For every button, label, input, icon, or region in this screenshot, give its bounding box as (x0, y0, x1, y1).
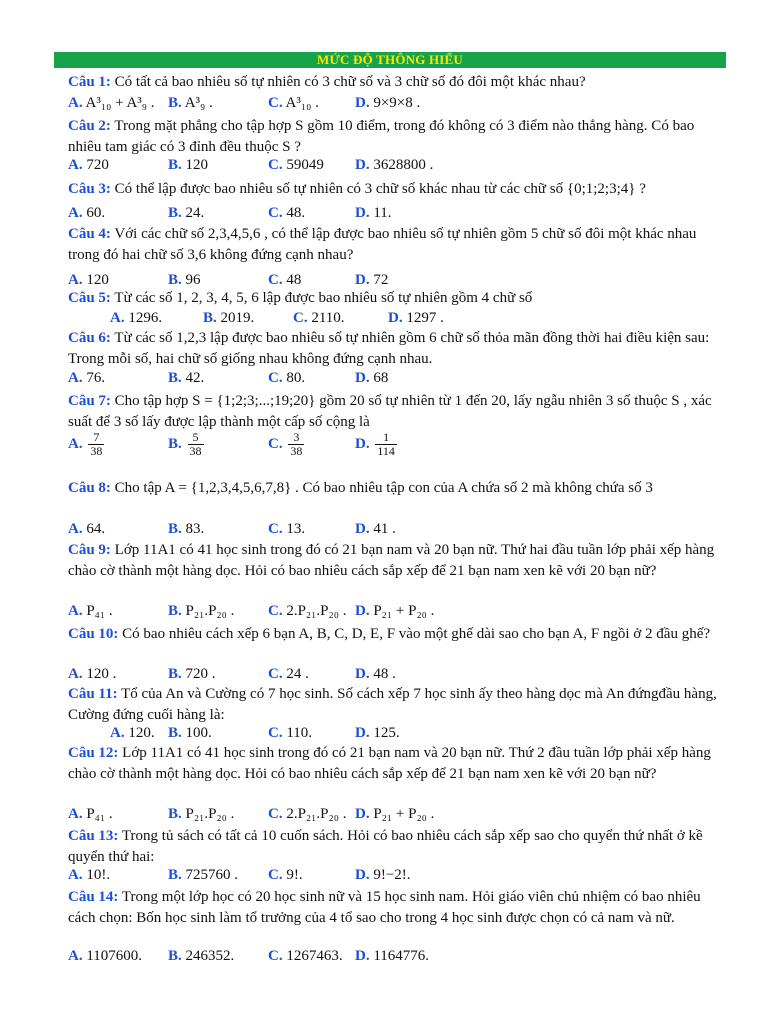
option-letter: C. (268, 725, 283, 741)
option-value: P₂₁.P₂₀ . (185, 603, 235, 619)
option-b[interactable] (168, 519, 204, 540)
option-a[interactable] (68, 426, 106, 462)
option-value: 68 (373, 370, 389, 386)
option-letter: D. (355, 725, 370, 741)
option-value: 48 (286, 272, 302, 288)
option-value: A³₁₀ + A³₉ . (85, 95, 155, 111)
question-text: Trong mặt phẳng cho tập hợp S gồm 10 điểm, trong đó không có 3 điểm nào thẳng hàng. Có bao nhiêu tam giác có 3 đỉnh đều thuộc S ? (68, 118, 695, 155)
answer-options (68, 865, 728, 886)
option-a[interactable] (68, 664, 116, 685)
option-value: 83. (185, 521, 205, 537)
option-value: 120. (128, 725, 155, 741)
option-value: 125. (373, 725, 400, 741)
option-letter: C. (268, 948, 283, 964)
question-label: Câu 8: (68, 480, 111, 496)
option-d[interactable] (355, 664, 396, 685)
option-letter: B. (203, 310, 217, 326)
answer-options (68, 203, 728, 224)
option-d[interactable] (355, 426, 399, 462)
option-value: P₂₁.P₂₀ . (185, 806, 235, 822)
option-value: 9!. (286, 867, 303, 883)
option-value: 3628800 . (373, 157, 434, 173)
option-fraction (188, 431, 204, 458)
option-value: 120 . (86, 666, 117, 682)
question-label: Câu 9: (68, 542, 111, 558)
option-c[interactable] (268, 664, 309, 685)
option-value: P₂₁ + P₂₀ . (373, 806, 435, 822)
option-value: 48. (286, 205, 306, 221)
option-value: 9×9×8 . (373, 95, 421, 111)
option-value: 13. (286, 521, 306, 537)
option-value: 246352. (185, 948, 235, 964)
option-value: 72 (373, 272, 389, 288)
question-text: Lớp 11A1 có 41 học sinh trong đó có 21 bạn nam và 20 bạn nữ. Thứ hai đầu tuần lớp phải xếp hàng chào cờ thành một hàng dọc. Hỏi có bao nhiêu cách sắp xếp để 21 bạn nam xen kẽ với 20 bạn nữ? (68, 542, 715, 579)
option-c[interactable] (293, 308, 345, 329)
question-text: Trong một lớp học có 20 học sinh nữ và 15 học sinh nam. Hỏi giáo viên chủ nhiệm có bao nhiêu cách chọn: Bốn học sinh làm tổ trưởng của 4 tổ sao cho trong 4 học sinh được chọn có cả nam và nữ. (68, 889, 701, 926)
option-value: 59049 (286, 157, 324, 173)
option-value: P₄₁ . (86, 603, 113, 619)
option-c[interactable] (268, 93, 319, 114)
option-letter: B. (168, 725, 182, 741)
option-a[interactable] (110, 723, 155, 744)
option-letter: D. (355, 666, 370, 682)
option-value: 1164776. (373, 948, 430, 964)
option-value: 1297 . (406, 310, 444, 326)
option-value: P₄₁ . (86, 806, 113, 822)
answer-options (68, 155, 728, 176)
question-text: Cho tập A = {1,2,3,4,5,6,7,8} . Có bao nhiêu tập con của A chứa số 2 mà không chứa số 3 (114, 480, 653, 496)
option-b[interactable] (168, 946, 234, 967)
option-letter: A. (68, 272, 83, 288)
option-letter: B. (168, 157, 182, 173)
option-letter: D. (355, 521, 370, 537)
option-letter: A. (68, 205, 83, 221)
option-c[interactable] (268, 865, 303, 886)
option-letter: C. (268, 603, 283, 619)
option-value: 10!. (86, 867, 111, 883)
option-letter: B. (168, 205, 182, 221)
question-text: Trong tủ sách có tất cả 10 cuốn sách. Hỏi có bao nhiêu cách sắp xếp sao cho quyển thứ nhất ở kề quyển thứ hai: (68, 828, 703, 865)
question-text: Tổ của An và Cường có 7 học sinh. Số cách xếp 7 học sinh ấy theo hàng dọc mà An đứngđầu hàng, Cường đứng cuối hàng là: (68, 686, 717, 723)
question-10 (68, 624, 728, 645)
option-value: 110. (286, 725, 313, 741)
option-b[interactable] (168, 93, 213, 114)
option-a[interactable] (68, 519, 105, 540)
option-value: 1107600. (86, 948, 143, 964)
question-13 (68, 826, 728, 868)
option-letter: C. (268, 205, 283, 221)
option-letter: D. (355, 370, 370, 386)
option-value: 24. (185, 205, 205, 221)
question-6 (68, 328, 728, 370)
option-b[interactable] (168, 426, 206, 462)
option-value: A³₁₀ . (285, 95, 319, 111)
option-letter: D. (355, 867, 370, 883)
fraction-numerator: 1 (375, 431, 397, 445)
fraction-denominator: 114 (377, 444, 395, 459)
option-a[interactable] (68, 946, 142, 967)
option-d[interactable] (355, 946, 429, 967)
option-letter: D. (355, 272, 370, 288)
option-letter: D. (355, 603, 370, 619)
fraction-denominator: 38 (90, 444, 103, 459)
option-b[interactable] (168, 804, 234, 825)
option-d[interactable] (355, 368, 388, 389)
option-value: 2019. (220, 310, 255, 326)
question-1 (68, 72, 728, 93)
question-text: Từ các số 1, 2, 3, 4, 5, 6 lập được bao nhiêu số tự nhiên gồm 4 chữ số (114, 290, 533, 306)
option-letter: C. (268, 272, 283, 288)
option-value: P₂₁ + P₂₀ . (373, 603, 435, 619)
option-fraction (88, 431, 104, 458)
option-value: 11. (373, 205, 392, 221)
question-text: Cho tập hợp S = {1;2;3;...;19;20} gồm 20 số tự nhiên từ 1 đến 20, lấy ngẫu nhiên 3 số thuộc S , xác suất để 3 số lấy được lập thành một cấp số cộng là (68, 393, 712, 430)
option-a[interactable] (68, 865, 110, 886)
answer-options (68, 93, 728, 114)
option-d[interactable] (355, 723, 400, 744)
option-b[interactable] (168, 723, 212, 744)
option-letter: C. (268, 436, 283, 452)
option-c[interactable] (268, 723, 312, 744)
option-a[interactable] (68, 93, 155, 114)
question-text: Có tất cả bao nhiêu số tự nhiên có 3 chữ số và 3 chữ số đó đôi một khác nhau? (114, 74, 586, 90)
fraction-denominator: 38 (189, 444, 202, 459)
option-letter: C. (268, 521, 283, 537)
option-letter: D. (355, 436, 370, 452)
option-letter: C. (268, 370, 283, 386)
option-letter: A. (68, 867, 83, 883)
option-letter: C. (268, 157, 283, 173)
option-letter: A. (68, 370, 83, 386)
fraction-numerator: 3 (288, 431, 304, 445)
option-value: 2110. (311, 310, 345, 326)
option-value: 9!−2!. (373, 867, 411, 883)
option-fraction (375, 431, 397, 458)
question-label: Câu 10: (68, 626, 119, 642)
option-letter: B. (168, 272, 182, 288)
question-label: Câu 5: (68, 290, 111, 306)
option-value: 60. (86, 205, 106, 221)
question-label: Câu 13: (68, 828, 119, 844)
question-text: Lớp 11A1 có 41 học sinh trong đó có 21 bạn nam và 20 bạn nữ. Thứ 2 đầu tuần lớp phải xếp hàng chào cờ thành một hàng dọc. Hỏi có bao nhiêu cách sắp xếp để 21 bạn nam xen kẽ với 20 bạn nữ? (68, 745, 711, 782)
option-letter: A. (110, 310, 125, 326)
question-label: Câu 4: (68, 226, 111, 242)
option-letter: B. (168, 521, 182, 537)
option-letter: C. (268, 95, 283, 111)
option-value: 64. (86, 521, 106, 537)
option-a[interactable] (68, 804, 113, 825)
option-c[interactable] (268, 426, 306, 462)
option-value: 1296. (128, 310, 163, 326)
question-label: Câu 12: (68, 745, 119, 761)
question-label: Câu 2: (68, 118, 111, 134)
option-d[interactable] (355, 155, 433, 176)
option-d[interactable] (388, 308, 444, 329)
option-letter: A. (110, 725, 125, 741)
option-value: 725760 . (185, 867, 239, 883)
question-3 (68, 179, 728, 200)
option-b[interactable] (168, 664, 216, 685)
option-letter: A. (68, 603, 83, 619)
option-d[interactable] (355, 519, 396, 540)
question-8 (68, 478, 728, 499)
question-label: Câu 6: (68, 330, 111, 346)
option-letter: C. (293, 310, 308, 326)
option-value: 2.P₂₁.P₂₀ . (286, 806, 347, 822)
option-letter: A. (68, 95, 83, 111)
option-value: 720 . (185, 666, 216, 682)
option-value: 24 . (286, 666, 309, 682)
option-letter: B. (168, 806, 182, 822)
option-letter: B. (168, 666, 182, 682)
question-label: Câu 14: (68, 889, 119, 905)
option-a[interactable] (68, 368, 105, 389)
option-c[interactable] (268, 155, 324, 176)
question-label: Câu 11: (68, 686, 118, 702)
answer-options (68, 519, 728, 540)
option-c[interactable] (268, 601, 346, 622)
option-value: 120 (86, 272, 109, 288)
option-letter: A. (68, 157, 83, 173)
option-b[interactable] (168, 601, 234, 622)
option-a[interactable] (68, 203, 105, 224)
option-c[interactable] (268, 519, 305, 540)
option-value: 720 (86, 157, 109, 173)
option-letter: B. (168, 948, 182, 964)
question-14 (68, 887, 728, 929)
option-fraction (288, 431, 304, 458)
option-letter: A. (68, 806, 83, 822)
option-letter: B. (168, 603, 182, 619)
question-5 (68, 288, 728, 309)
question-label: Câu 1: (68, 74, 111, 90)
option-letter: D. (355, 948, 370, 964)
question-9 (68, 540, 728, 582)
question-text: Với các chữ số 2,3,4,5,6 , có thể lập được bao nhiêu số tự nhiên gồm 5 chữ số đôi một khác nhau trong đó hai chữ số 3,6 không đứng cạnh nhau? (68, 226, 697, 263)
option-d[interactable] (355, 601, 434, 622)
option-d[interactable] (355, 865, 411, 886)
option-c[interactable] (268, 804, 346, 825)
option-letter: B. (168, 436, 182, 452)
option-value: 41 . (373, 521, 396, 537)
option-b[interactable] (168, 155, 208, 176)
answer-options (68, 946, 728, 967)
option-letter: D. (355, 205, 370, 221)
option-letter: C. (268, 867, 283, 883)
option-letter: B. (168, 95, 182, 111)
answer-options (68, 723, 728, 744)
option-value: 120 (185, 157, 209, 173)
answer-options (68, 426, 728, 462)
option-a[interactable] (68, 601, 113, 622)
option-letter: D. (355, 157, 370, 173)
option-letter: C. (268, 806, 283, 822)
option-value: 1267463. (286, 948, 343, 964)
option-d[interactable] (355, 203, 392, 224)
option-value: A³₉ . (184, 95, 213, 111)
fraction-numerator: 7 (88, 431, 104, 445)
option-c[interactable] (268, 203, 305, 224)
option-b[interactable] (168, 865, 238, 886)
option-d[interactable] (355, 93, 420, 114)
option-letter: A. (68, 521, 83, 537)
option-b[interactable] (168, 368, 204, 389)
option-value: 80. (286, 370, 306, 386)
answer-options (68, 368, 728, 389)
section-banner: MỨC ĐỘ THÔNG HIỂU (54, 52, 726, 68)
option-letter: C. (268, 666, 283, 682)
option-letter: A. (68, 666, 83, 682)
option-value: 96 (185, 272, 201, 288)
option-d[interactable] (355, 804, 434, 825)
option-value: 100. (185, 725, 212, 741)
option-letter: D. (388, 310, 403, 326)
option-c[interactable] (268, 946, 343, 967)
question-label: Câu 7: (68, 393, 111, 409)
option-b[interactable] (168, 203, 204, 224)
question-12 (68, 743, 728, 785)
option-b[interactable] (203, 308, 254, 329)
option-value: 42. (185, 370, 205, 386)
option-letter: D. (355, 95, 370, 111)
option-letter: D. (355, 806, 370, 822)
fraction-denominator: 38 (290, 444, 303, 459)
option-letter: B. (168, 867, 182, 883)
question-text: Có thể lập được bao nhiêu số tự nhiên có 3 chữ số khác nhau từ các chữ số {0;1;2;3;4} ? (114, 181, 646, 197)
answer-options (68, 804, 728, 825)
option-value: 76. (86, 370, 106, 386)
option-c[interactable] (268, 368, 305, 389)
question-label: Câu 3: (68, 181, 111, 197)
answer-options (68, 664, 728, 685)
option-value: 48 . (373, 666, 396, 682)
option-a[interactable] (110, 308, 162, 329)
question-text: Từ các số 1,2,3 lập được bao nhiêu số tự nhiên gồm 6 chữ số thỏa mãn đồng thời hai điều kiện sau: Trong mỗi số, hai chữ số giống nhau không đứng cạnh nhau. (68, 330, 710, 367)
answer-options (68, 308, 728, 329)
option-value: 2.P₂₁.P₂₀ . (286, 603, 347, 619)
question-2 (68, 116, 728, 158)
fraction-numerator: 5 (188, 431, 204, 445)
question-11 (68, 684, 728, 726)
option-letter: B. (168, 370, 182, 386)
option-letter: A. (68, 436, 83, 452)
question-text: Có bao nhiêu cách xếp 6 bạn A, B, C, D, E, F vào một ghế dài sao cho bạn A, F ngồi ở 2 đầu ghế? (122, 626, 711, 642)
option-letter: A. (68, 948, 83, 964)
answer-options (68, 601, 728, 622)
question-4 (68, 224, 728, 266)
option-a[interactable] (68, 155, 109, 176)
